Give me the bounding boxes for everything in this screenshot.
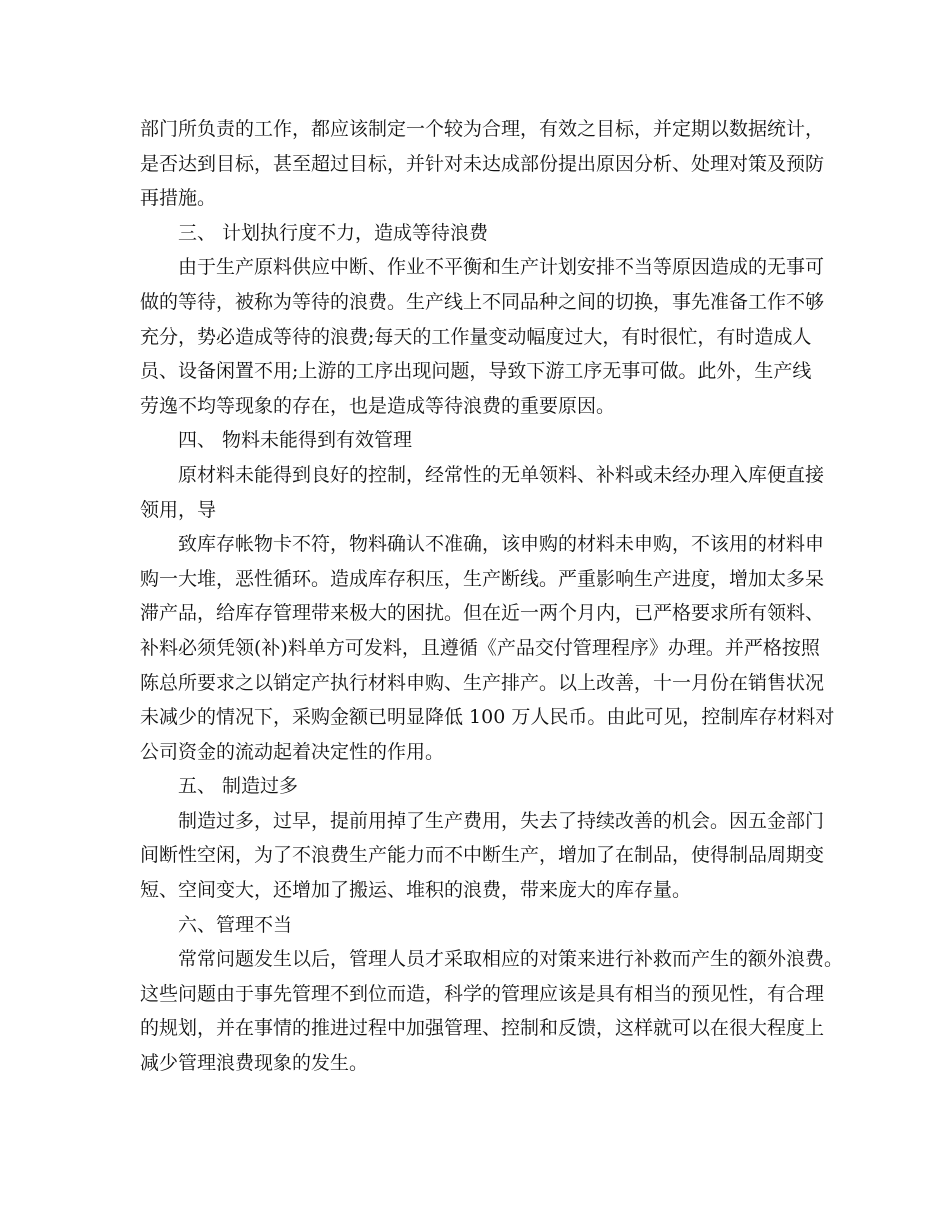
section-heading: 四、 物料未能得到有效管理 (178, 429, 413, 452)
paragraph-line: 劳逸不均等现象的存在，也是造成等待浪费的重要原因。 (140, 394, 616, 417)
paragraph-line: 陈总所要求之以销定产执行材料申购、生产排产。以上改善，十一月份在销售状况 (140, 671, 825, 694)
section-heading: 六、管理不当 (178, 913, 293, 936)
paragraph-line: 制造过多，过早，提前用掉了生产费用，失去了持续改善的机会。因五金部门 (178, 809, 825, 832)
paragraph-line: 是否达到目标，甚至超过目标，并针对未达成部份提出原因分析、处理对策及预防 (140, 152, 825, 175)
paragraph-line: 这些问题由于事先管理不到位而造，科学的管理应该是具有相当的预见性，有合理 (140, 982, 825, 1005)
paragraph-line: 做的等待，被称为等待的浪费。生产线上不同品种之间的切换，事先准备工作不够 (140, 290, 825, 313)
paragraph-line: 员、设备闲置不用;上游的工序出现问题，导致下游工序无事可做。此外，生产线 (140, 360, 812, 383)
paragraph-line: 致库存帐物卡不符，物料确认不准确，该申购的材料未申购，不该用的材料申 (178, 533, 825, 556)
section-heading: 五、 制造过多 (178, 775, 299, 798)
paragraph-line: 购一大堆，恶性循环。造成库存积压，生产断线。严重影响生产进度，增加太多呆 (140, 567, 825, 590)
paragraph-line: 再措施。 (140, 187, 217, 210)
paragraph-line: 由于生产原料供应中断、作业不平衡和生产计划安排不当等原因造成的无事可 (178, 256, 825, 279)
paragraph-line: 充分，势必造成等待的浪费;每天的工作量变动幅度过大，有时很忙，有时造成人 (140, 325, 812, 348)
paragraph-line: 短、空间变大，还增加了搬运、堆积的浪费，带来庞大的库存量。 (140, 879, 692, 902)
paragraph-line: 滞产品，给库存管理带来极大的困扰。但在近一两个月内，已严格要求所有领料、 (140, 602, 825, 625)
paragraph-line: 间断性空闲，为了不浪费生产能力而不中断生产，增加了在制品，使得制品周期变 (140, 844, 825, 867)
paragraph-line: 减少管理浪费现象的发生。 (140, 1052, 369, 1075)
paragraph-line: 补料必须凭领(补)料单方可发料，且遵循《产品交付管理程序》办理。并严格按照 (140, 636, 820, 659)
paragraph-line: 的规划，并在事情的推进过程中加强管理、控制和反馈，这样就可以在很大程度上 (140, 1017, 825, 1040)
paragraph-line: 原材料未能得到良好的控制，经常性的无单领料、补料或未经办理入库便直接 (178, 463, 825, 486)
paragraph-line: 领用，导 (140, 498, 217, 521)
paragraph-line: 公司资金的流动起着决定性的作用。 (140, 740, 445, 763)
paragraph-line: 部门所负责的工作，都应该制定一个较为合理，有效之目标，并定期以数据统计， (140, 118, 825, 140)
paragraph-line: 常常问题发生以后，管理人员才采取相应的对策来进行补救而产生的额外浪费。 (178, 948, 844, 971)
document-body (140, 112, 844, 1081)
paragraph-line: 未减少的情况下，采购金额已明显降低 100 万人民币。由此可见，控制库存材料对 (140, 706, 835, 729)
section-heading: 三、 计划执行度不力，造成等待浪费 (178, 221, 489, 244)
